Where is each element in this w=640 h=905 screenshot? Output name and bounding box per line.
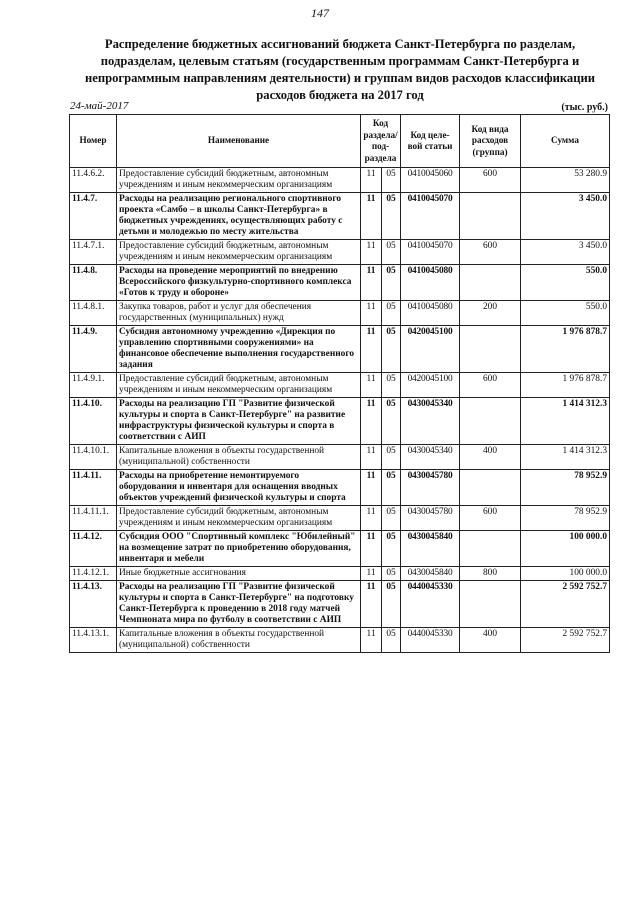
row-razdel: 11: [361, 326, 382, 373]
row-name: Капитальные вложения в объекты государственной (муниципальной) собственности: [117, 445, 361, 470]
row-number: 11.4.10.1.: [70, 445, 117, 470]
row-expense-type: [460, 326, 521, 373]
row-target-article: 0440045330: [401, 628, 460, 653]
row-podrazdel: 05: [382, 567, 401, 581]
table-row: [70, 445, 610, 470]
row-name: Расходы на проведение мероприятий по внедрению Всероссийского физкультурно-спортивного комплекса «Готов к труду и обороне»: [117, 265, 361, 301]
row-podrazdel: 05: [382, 581, 401, 628]
page-number: 147: [311, 6, 329, 20]
row-podrazdel: 05: [382, 326, 401, 373]
row-expense-type: 600: [460, 168, 521, 193]
row-number: 11.4.7.1.: [70, 240, 117, 265]
row-podrazdel: 05: [382, 506, 401, 531]
row-number: 11.4.13.1.: [70, 628, 117, 653]
table-row: [70, 240, 610, 265]
header-name: Наименование: [117, 115, 361, 168]
row-number: 11.4.7.: [70, 193, 117, 240]
row-name: Расходы на реализацию ГП "Развитие физической культуры и спорта в Санкт-Петербурге" на развитие инфраструктуры физической культуры и спорта в соответствии с АИП: [117, 398, 361, 445]
row-expense-type: [460, 265, 521, 301]
row-target-article: 0410045060: [401, 168, 460, 193]
row-number: 11.4.6.2.: [70, 168, 117, 193]
row-name: Расходы на приобретение немонтируемого оборудования и инвентаря для оснащения вводных объектов учреждений физической культуры и спорта: [117, 470, 361, 506]
row-name: Предоставление субсидий бюджетным, автономным учреждениям и иным некоммерческим организациям: [117, 506, 361, 531]
row-razdel: 11: [361, 445, 382, 470]
table-row: [70, 470, 610, 506]
row-amount: 2 592 752.7: [521, 628, 610, 653]
row-expense-type: [460, 398, 521, 445]
row-razdel: 11: [361, 373, 382, 398]
row-podrazdel: 05: [382, 193, 401, 240]
document-title: Распределение бюджетных ассигнований бюджета Санкт-Петербурга по разделам, подразделам, целевым статьям (государственным программам Санкт-Петербурга и непрограммным направлениям деятельности) и группам видов расходов классификации расходов бюджета на 2017 год: [85, 37, 595, 102]
row-razdel: 11: [361, 193, 382, 240]
row-target-article: 0420045100: [401, 373, 460, 398]
row-podrazdel: 05: [382, 373, 401, 398]
row-target-article: 0430045780: [401, 470, 460, 506]
row-target-article: 0410045080: [401, 301, 460, 326]
row-target-article: 0430045840: [401, 567, 460, 581]
row-amount: 3 450.0: [521, 193, 610, 240]
row-podrazdel: 05: [382, 301, 401, 326]
row-amount: 1 976 878.7: [521, 373, 610, 398]
row-razdel: 11: [361, 168, 382, 193]
header-sum: Сумма: [521, 115, 610, 168]
row-razdel: 11: [361, 531, 382, 567]
row-number: 11.4.8.1.: [70, 301, 117, 326]
row-expense-type: [460, 470, 521, 506]
table-row: [70, 193, 610, 240]
row-name: Расходы на реализацию регионального спортивного проекта «Самбо – в школы Санкт-Петербурга» в бюджетных учреждениях, осуществляющих работу с детьми и молодежью по месту жительства: [117, 193, 361, 240]
row-number: 11.4.12.1.: [70, 567, 117, 581]
row-expense-type: [460, 531, 521, 567]
row-razdel: 11: [361, 240, 382, 265]
row-number: 11.4.8.: [70, 265, 117, 301]
row-amount: 1 976 878.7: [521, 326, 610, 373]
header-num: Номер: [70, 115, 117, 168]
row-amount: 78 952.9: [521, 470, 610, 506]
row-podrazdel: 05: [382, 265, 401, 301]
row-target-article: 0410045080: [401, 265, 460, 301]
row-target-article: 0420045100: [401, 326, 460, 373]
row-target-article: 0410045070: [401, 193, 460, 240]
row-expense-type: 400: [460, 628, 521, 653]
row-target-article: 0430045340: [401, 398, 460, 445]
row-expense-type: 600: [460, 506, 521, 531]
row-podrazdel: 05: [382, 470, 401, 506]
row-amount: 2 592 752.7: [521, 581, 610, 628]
row-razdel: 11: [361, 567, 382, 581]
row-number: 11.4.10.: [70, 398, 117, 445]
units-label: (тыс. руб.): [561, 102, 608, 113]
row-amount: 550.0: [521, 265, 610, 301]
row-podrazdel: 05: [382, 168, 401, 193]
row-razdel: 11: [361, 506, 382, 531]
row-amount: 1 414 312.3: [521, 398, 610, 445]
header-razdel: Код раздела/ под- раздела: [361, 115, 401, 168]
row-podrazdel: 05: [382, 240, 401, 265]
row-podrazdel: 05: [382, 531, 401, 567]
row-number: 11.4.11.: [70, 470, 117, 506]
row-amount: 100 000.0: [521, 531, 610, 567]
row-expense-type: [460, 581, 521, 628]
row-razdel: 11: [361, 265, 382, 301]
row-amount: 1 414 312.3: [521, 445, 610, 470]
row-number: 11.4.9.1.: [70, 373, 117, 398]
row-razdel: 11: [361, 470, 382, 506]
row-podrazdel: 05: [382, 628, 401, 653]
table-row: [70, 531, 610, 567]
row-amount: 53 280.9: [521, 168, 610, 193]
table-row: [70, 567, 610, 581]
table-row: [70, 373, 610, 398]
table-row: [70, 628, 610, 653]
row-podrazdel: 05: [382, 445, 401, 470]
table-body: [70, 168, 610, 653]
table-row: [70, 398, 610, 445]
table-row: [70, 301, 610, 326]
row-amount: 78 952.9: [521, 506, 610, 531]
row-name: Предоставление субсидий бюджетным, автономным учреждениям и иным некоммерческим организациям: [117, 373, 361, 398]
header-vr: Код вида расходов (группа): [460, 115, 521, 168]
row-expense-type: 800: [460, 567, 521, 581]
row-number: 11.4.11.1.: [70, 506, 117, 531]
header-cs: Код целе- вой статьи: [401, 115, 460, 168]
row-target-article: 0410045070: [401, 240, 460, 265]
row-target-article: 0430045780: [401, 506, 460, 531]
row-target-article: 0440045330: [401, 581, 460, 628]
row-name: Закупка товаров, работ и услуг для обеспечения государственных (муниципальных) нужд: [117, 301, 361, 326]
document-date: 24-май-2017: [70, 100, 129, 112]
row-target-article: 0430045340: [401, 445, 460, 470]
row-expense-type: 600: [460, 373, 521, 398]
budget-table: [69, 114, 610, 653]
row-razdel: 11: [361, 301, 382, 326]
row-target-article: 0430045840: [401, 531, 460, 567]
row-name: Капитальные вложения в объекты государственной (муниципальной) собственности: [117, 628, 361, 653]
row-expense-type: 600: [460, 240, 521, 265]
table-row: [70, 168, 610, 193]
table-row: [70, 506, 610, 531]
row-amount: 550.0: [521, 301, 610, 326]
row-amount: 100 000.0: [521, 567, 610, 581]
row-name: Предоставление субсидий бюджетным, автономным учреждениям и иным некоммерческим организациям: [117, 240, 361, 265]
row-number: 11.4.13.: [70, 581, 117, 628]
row-expense-type: 400: [460, 445, 521, 470]
row-razdel: 11: [361, 628, 382, 653]
row-podrazdel: 05: [382, 398, 401, 445]
table-header-row: [70, 115, 610, 168]
row-razdel: 11: [361, 398, 382, 445]
row-name: Предоставление субсидий бюджетным, автономным учреждениям и иным некоммерческим организациям: [117, 168, 361, 193]
row-amount: 3 450.0: [521, 240, 610, 265]
row-name: Иные бюджетные ассигнования: [117, 567, 361, 581]
table-row: [70, 326, 610, 373]
table-row: [70, 581, 610, 628]
row-name: Субсидия автономному учреждению «Дирекция по управлению спортивными сооружениями» на финансовое обеспечение выполнения государственного задания: [117, 326, 361, 373]
table-row: [70, 265, 610, 301]
row-expense-type: [460, 193, 521, 240]
row-name: Субсидия ООО "Спортивный комплекс "Юбилейный" на возмещение затрат по приобретению оборудования, инвентаря и мебели: [117, 531, 361, 567]
row-number: 11.4.12.: [70, 531, 117, 567]
row-expense-type: 200: [460, 301, 521, 326]
row-number: 11.4.9.: [70, 326, 117, 373]
row-razdel: 11: [361, 581, 382, 628]
row-name: Расходы на реализацию ГП "Развитие физической культуры и спорта в Санкт-Петербурге" на подготовку Санкт-Петербурга к проведению в 2018 году матчей Чемпионата мира по футболу в соответствии с АИП: [117, 581, 361, 628]
